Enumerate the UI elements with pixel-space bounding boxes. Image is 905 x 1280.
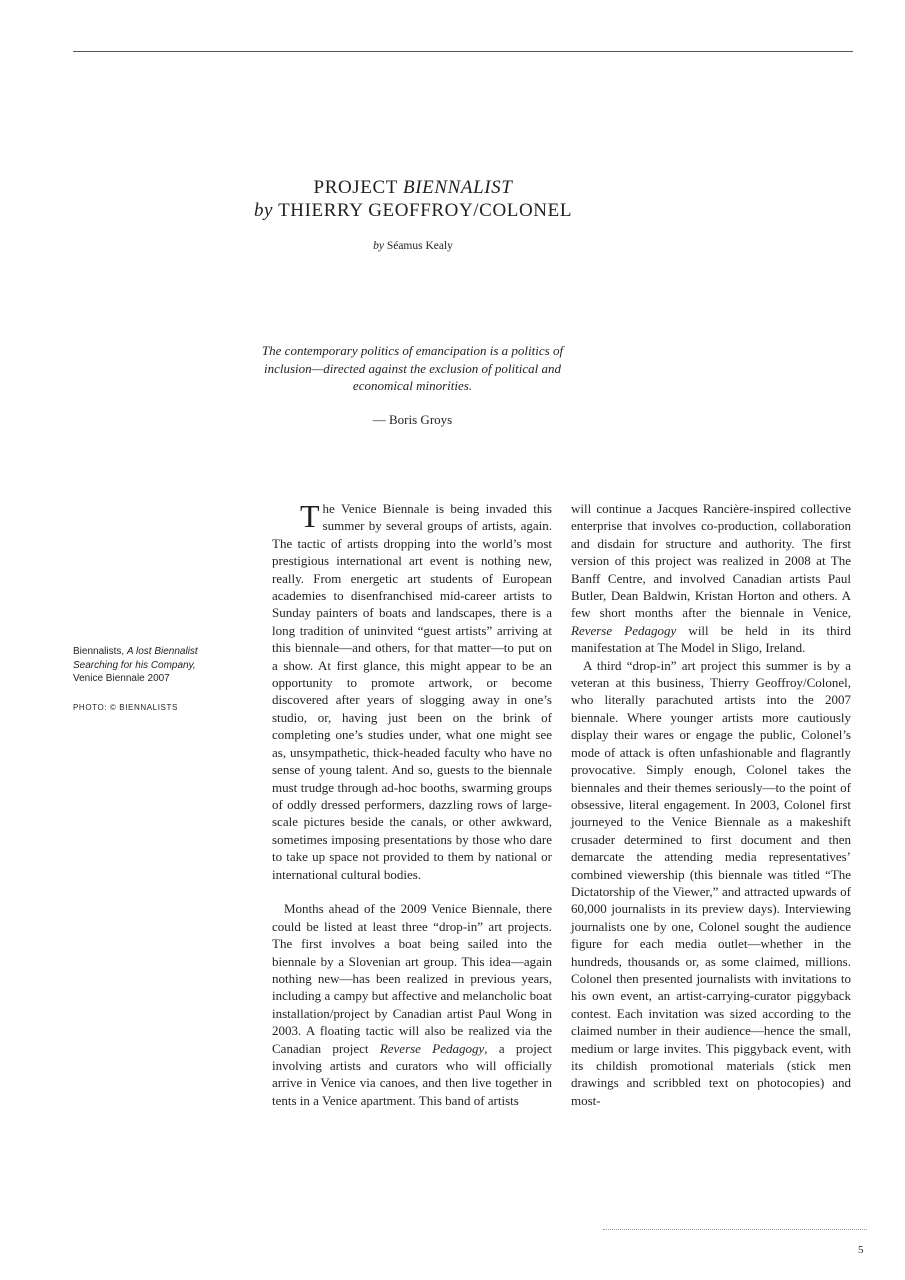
- paragraph-text: , a project involving artists and curators who will officially arrive in Venice via canoes, and then live together in tents in a Venice apartment. This band of artists: [272, 1040, 552, 1108]
- title-line-1: [314, 177, 513, 198]
- top-rule: [73, 51, 853, 52]
- title-prefix: PROJECT: [313, 177, 403, 198]
- image-caption: [73, 645, 243, 686]
- caption-artist: Biennalists,: [73, 646, 127, 657]
- epigraph-attribution: — Boris Groys: [372, 412, 453, 427]
- bottom-rule: [603, 1229, 867, 1230]
- epigraph-quote: The contemporary politics of emancipation is a politics of inclusion—directed against the exclusion of political and economical minorities.: [261, 343, 564, 393]
- paragraph-text: will continue a Jacques Rancière-inspired collective enterprise that involves co-production, collaboration and disdain for structure and authority. The first version of this project was realized in 2008 at The Banff Centre, and involved Canadian artists Paul Butler, Dean Baldwin, Kristan Horton and others. A few short months after the biennale in Venice,: [571, 501, 851, 621]
- caption-venue: Venice Biennale 2007: [73, 673, 170, 684]
- body-paragraph: [571, 500, 851, 657]
- body-paragraph: [272, 500, 552, 883]
- article-title: [0, 176, 826, 222]
- body-column-1: [272, 500, 552, 1109]
- title-italic: BIENNALIST: [403, 177, 513, 198]
- body-paragraph: A third “drop-in” art project this summer is by a veteran at this business, Thierry Geoffroy/Colonel, who literally parachuted artists into the 2007 biennale. Where younger artists more cautiously display their wares or engage the public, Colonel’s mode of attack is often unfashionable and flagrantly provocative. Simply enough, Colonel takes the biennales and their themes seriously—to the point of obsessive, literal engagement. In 2003, Colonel first journeyed to the Venice Biennale as a makeshift crusader determined to first document and then demarcate the attending media representatives’ combined viewership (this biennale was titled “The Dictatorship of the Viewer,” and attracted upwards of 60,000 journalists in its preview days). Interviewing journalists one by one, Colonel sought the audience figure for each media outlet—whether in the hundreds, thousands or, as some claimed, millions. Colonel then presented journalists with invitations to his own event, an artist-carrying-curator piggyback contest. Each invitation was sized according to the claimed number in their audience—hence the small, medium or large invites. This piggyback event, with its childish promotional materials (stick men drawings and scribbled text on photocopies) and most-: [571, 657, 851, 1108]
- byline-by: by: [373, 240, 384, 252]
- italic-title: Reverse Pedagogy: [379, 1040, 485, 1056]
- byline-author: Séamus Kealy: [383, 240, 453, 252]
- caption-work-title: A lost Biennalist Searching for his Company,: [73, 646, 198, 671]
- title-line-2: [0, 199, 826, 222]
- author-byline: [0, 240, 826, 252]
- italic-title: Reverse Pedagogy: [571, 622, 677, 638]
- photo-credit: PHOTO: © BIENNALISTS: [73, 703, 178, 712]
- body-paragraph: [272, 900, 552, 1109]
- body-column-2: [571, 500, 851, 1109]
- title-by: by: [253, 200, 274, 221]
- page-number: 5: [858, 1244, 864, 1256]
- paragraph-text: he Venice Biennale is being invaded this summer by several groups of artists, again. The tactic of artists dropping into the world’s most prestigious international art event is nothing new, really. From energetic art students of European academies to disenfranchised mid-career artists to Sunday painters of boats and landscapes, there is a long tradition of uninvited “guest artists” arriving at this biennale—and others, for that matter—to put on a show. At first glance, this might appear to be an opportunity to promote artwork, or become discovered after years of slogging away in one’s studio, or, having just been on the brink of completing one’s studies under, what one might see as, unsympathetic, thick-headed faculty who have no sense of young talent. And so, guests to the biennale must trudge through ad-hoc booths, swarming groups of oddly dressed performers, dazzling rows of large-scale pictures beside the canals, or other awkward, sometimes imposing presentations by those who dare to take up space not provided to them by national or international cultural bodies.: [272, 501, 552, 882]
- drop-cap: T: [300, 498, 320, 534]
- title-artist: THIERRY GEOFFROY/COLONEL: [273, 200, 573, 221]
- paragraph-text: Months ahead of the 2009 Venice Biennale, there could be listed at least three “drop-in” art projects. The first involves a boat being sailed into the biennale by a Slovenian art group. This idea—again nothing new—has been realized in previous years, including a campy but affective and melancholic boat installation/project by Canadian artist Paul Wong in 2003. A floating tactic will also be realized via the Canadian project: [272, 901, 552, 1056]
- paragraph-text: will be held in its third manifestation at The Model in Sligo, Ireland.: [571, 622, 852, 656]
